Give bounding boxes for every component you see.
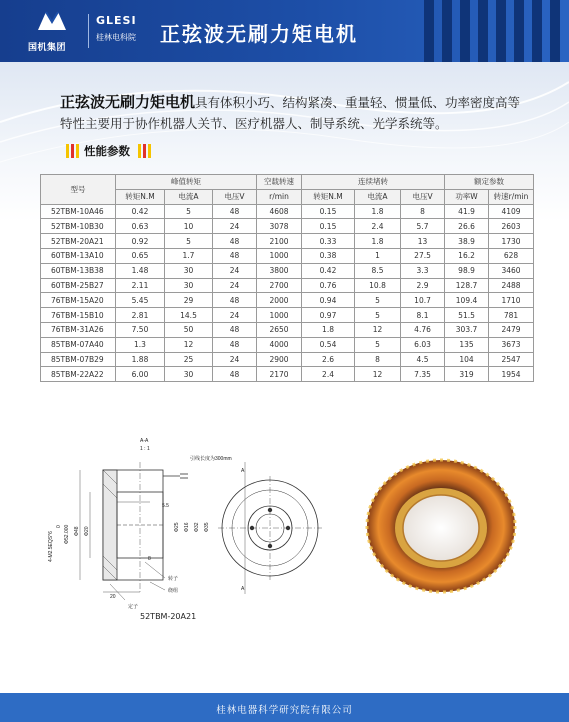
section-bar-yellow [138,144,141,158]
value-cell: 8 [401,204,445,219]
value-cell: 29 [165,293,213,308]
intro-paragraph [60,92,530,134]
value-cell: 12 [355,367,401,382]
value-cell: 38.9 [445,234,489,249]
section-a-top: A [241,468,245,474]
stator-label: 定子 [128,604,139,610]
value-cell: 0.94 [302,293,355,308]
value-cell: 2547 [489,352,534,367]
brand-name-cn: 桂林电科院 [96,33,136,42]
value-cell: 24 [213,278,257,293]
value-cell: 5.7 [401,219,445,234]
page-title: 正弦波无刷力矩电机 [160,22,358,46]
value-cell: 1.8 [355,234,401,249]
header-banner [0,0,569,62]
value-cell: 24 [213,219,257,234]
value-cell: 50 [165,322,213,337]
brand-name-en: GLESI [96,14,137,27]
value-cell: 48 [213,234,257,249]
header-stripe [424,0,434,62]
value-cell: 1.3 [116,337,165,352]
front-view [218,462,322,594]
value-cell: 2100 [257,234,302,249]
value-cell: 1.8 [302,322,355,337]
table-row [41,322,534,337]
drawing-caption: 52TBM-20A21 [140,612,197,621]
dia-48: Φ48 [74,526,80,536]
value-cell: 14.5 [165,308,213,323]
value-cell: 3.3 [401,263,445,278]
value-cell: 0.65 [116,248,165,263]
value-cell: 30 [165,278,213,293]
header-stripe [460,0,470,62]
value-cell: 2603 [489,219,534,234]
table-row [41,367,534,382]
rotor-label: 转子 [168,576,179,582]
table-row [41,293,534,308]
col-header-peak: 峰值转矩 [116,175,257,190]
value-cell: 27.5 [401,248,445,263]
value-cell: 10.7 [401,293,445,308]
value-cell: 5.45 [116,293,165,308]
sub-header: 功率W [445,189,489,204]
value-cell: 25 [165,352,213,367]
bolt-hole [250,526,254,530]
value-cell: 48 [213,367,257,382]
header-stripe [532,0,542,62]
value-cell: 2479 [489,322,534,337]
value-cell: 0.15 [302,219,355,234]
value-cell: 12 [165,337,213,352]
model-cell: 60TBM-13A10 [41,248,116,263]
value-cell: 5 [165,234,213,249]
logo-icon [36,8,68,32]
value-cell: 5 [165,204,213,219]
value-cell: 12 [355,322,401,337]
motor-photo [362,454,520,594]
value-cell: 0.42 [116,204,165,219]
value-cell: 1.7 [165,248,213,263]
value-cell: 24 [213,263,257,278]
value-cell: 4608 [257,204,302,219]
dia-52: Φ52.000 [64,524,70,544]
footer-company: 桂林电器科学研究院有限公司 [216,705,353,716]
value-cell: 0.38 [302,248,355,263]
value-cell: 5 [355,293,401,308]
value-cell: 2.4 [302,367,355,382]
sub-header: 电压V [401,189,445,204]
model-cell: 85TBM-07B29 [41,352,116,367]
stator-section [103,470,117,580]
value-cell: 7.35 [401,367,445,382]
value-cell: 0.42 [302,263,355,278]
value-cell: 8.5 [355,263,401,278]
model-cell: 76TBM-15A20 [41,293,116,308]
dia-25: Φ25 [174,522,180,532]
value-cell: 51.5 [445,308,489,323]
value-cell: 0.15 [302,204,355,219]
value-cell: 1.88 [116,352,165,367]
header-stripe [550,0,560,62]
value-cell: 0.92 [116,234,165,249]
sub-header: 电流A [355,189,401,204]
bolt-hole [268,544,272,548]
value-cell: 48 [213,293,257,308]
intro-text: 具有体积小巧、结构紧凑、重量轻、惯量低、功率密度高等特性主要用于协作机器人关节、医疗机器人、制导系统、光学系统等。 [60,95,521,131]
company-logo [28,6,76,56]
value-cell: 3673 [489,337,534,352]
table-row [41,204,534,219]
value-cell: 0.54 [302,337,355,352]
value-cell: 48 [213,322,257,337]
model-cell: 60TBM-13B38 [41,263,116,278]
value-cell: 1730 [489,234,534,249]
value-cell: 1 [355,248,401,263]
sub-header: 转矩N.M [302,189,355,204]
housing-label: 绕组 [168,588,179,594]
value-cell: 48 [213,204,257,219]
section-mark: A-A [140,438,149,444]
value-cell: 48 [213,248,257,263]
value-cell: 2.11 [116,278,165,293]
value-cell: 4000 [257,337,302,352]
value-cell: 135 [445,337,489,352]
value-cell: 2.4 [355,219,401,234]
value-cell: 0.97 [302,308,355,323]
col-header-model: 型号 [41,175,116,205]
dia-35: Φ35 [204,522,210,532]
dim-20: 20 [110,594,116,600]
model-cell: 85TBM-22A22 [41,367,116,382]
dim-hole-pattern: 4-M2.5EQS*6 [48,531,54,562]
spec-table [40,174,534,382]
model-cell: 76TBM-15B10 [41,308,116,323]
value-cell: 24 [213,352,257,367]
value-cell: 3460 [489,263,534,278]
table-row [41,352,534,367]
value-cell: 2.9 [401,278,445,293]
section-title: 性能参数 [84,144,130,158]
section-bar-yellow [66,144,69,158]
value-cell: 2.6 [302,352,355,367]
table-row [41,234,534,249]
intro-lead: 正弦波无刷力矩电机 [60,93,196,111]
value-cell: 4109 [489,204,534,219]
value-cell: 781 [489,308,534,323]
value-cell: 2000 [257,293,302,308]
value-cell: 26.6 [445,219,489,234]
value-cell: 10 [165,219,213,234]
value-cell: 319 [445,367,489,382]
spec-table-body [41,204,534,382]
value-cell: 2700 [257,278,302,293]
bolt-hole [286,526,290,530]
value-cell: 0.63 [116,219,165,234]
value-cell: 3800 [257,263,302,278]
value-cell: 2650 [257,322,302,337]
section-bar-red [71,144,74,158]
value-cell: 4.76 [401,322,445,337]
table-row [41,248,534,263]
value-cell: 1000 [257,308,302,323]
sub-header: 转速r/min [489,189,534,204]
dim-8: 8 [148,556,151,562]
value-cell: 128.7 [445,278,489,293]
table-row [41,278,534,293]
value-cell: 2170 [257,367,302,382]
model-cell: 76TBM-31A26 [41,322,116,337]
value-cell: 5 [355,337,401,352]
value-cell: 1.8 [355,204,401,219]
table-row [41,337,534,352]
value-cell: 24 [213,308,257,323]
value-cell: 98.9 [445,263,489,278]
lead-note: 引线长度为300mm [190,456,232,462]
value-cell: 2488 [489,278,534,293]
value-cell: 16.2 [445,248,489,263]
col-header-stall: 连续堵转 [302,175,445,190]
sub-header: 转矩N.M [116,189,165,204]
header-stripe [496,0,506,62]
section-bar-yellow [76,144,79,158]
org-name: 国机集团 [28,43,67,53]
value-cell: 48 [213,337,257,352]
bolt-hole [268,508,272,512]
value-cell: 0.76 [302,278,355,293]
value-cell: 41.9 [445,204,489,219]
value-cell: 8.1 [401,308,445,323]
dia-32: Φ32 [194,522,200,532]
value-cell: 2900 [257,352,302,367]
value-cell: 628 [489,248,534,263]
value-cell: 5 [355,308,401,323]
header-stripe [442,0,452,62]
section-a-bottom: A [241,586,245,592]
sub-header: 电流A [165,189,213,204]
header-stripe [514,0,524,62]
value-cell: 1000 [257,248,302,263]
section-bar-red [143,144,146,158]
value-cell: 1.48 [116,263,165,278]
dim-5-5: 5.5 [162,503,169,509]
value-cell: 8 [355,352,401,367]
model-cell: 60TBM-25B27 [41,278,116,293]
value-cell: 3078 [257,219,302,234]
dia-20: Φ20 [84,526,90,536]
model-cell: 52TBM-10A46 [41,204,116,219]
value-cell: 30 [165,263,213,278]
value-cell: 30 [165,367,213,382]
value-cell: 109.4 [445,293,489,308]
dia-zero: 0 [56,525,62,528]
value-cell: 6.00 [116,367,165,382]
table-row [41,219,534,234]
section-bar-yellow [148,144,151,158]
sub-header: 电压V [213,189,257,204]
col-header-no-load: 空载转速 [257,175,302,190]
value-cell: 13 [401,234,445,249]
value-cell: 0.33 [302,234,355,249]
col-header-rated: 额定参数 [445,175,534,190]
drawing-scale: 1 : 1 [140,446,150,452]
value-cell: 1710 [489,293,534,308]
model-cell: 52TBM-10B30 [41,219,116,234]
value-cell: 7.50 [116,322,165,337]
value-cell: 4.5 [401,352,445,367]
dia-16: Φ16 [184,522,190,532]
value-cell: 10.8 [355,278,401,293]
value-cell: 2.81 [116,308,165,323]
sub-header: r/min [257,189,302,204]
header-divider [88,14,89,48]
table-row [41,308,534,323]
model-cell: 52TBM-20A21 [41,234,116,249]
model-cell: 85TBM-07A40 [41,337,116,352]
value-cell: 1954 [489,367,534,382]
header-stripe [478,0,488,62]
value-cell: 6.03 [401,337,445,352]
technical-drawing [40,432,338,627]
value-cell: 104 [445,352,489,367]
value-cell: 303.7 [445,322,489,337]
table-row [41,263,534,278]
